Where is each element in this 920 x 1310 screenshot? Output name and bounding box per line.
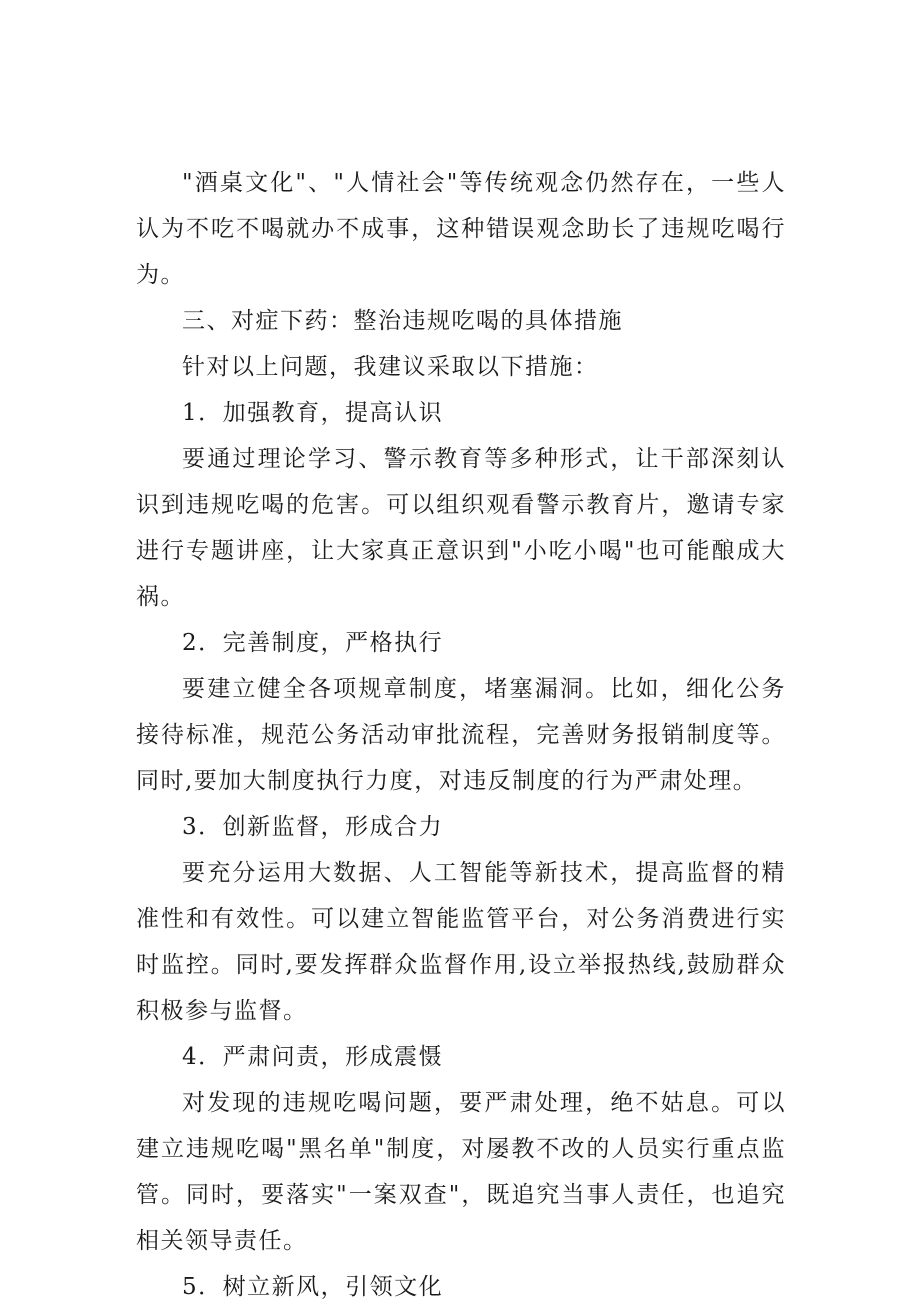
item-heading-4: 4．严肃问责，形成震慑 xyxy=(182,1044,444,1070)
paragraph-measures-intro: 针对以上问题，我建议采取以下措施： xyxy=(182,354,599,380)
paragraph-accountability: 对发现的违规吃喝问题，要严肃处理，绝不姑息。可以建立违规吃喝"黑名单"制度，对屡教不改的人员实行重点监管。同时，要落实"一案双查"，既追究当事人责任，也追究相关领导责任。 xyxy=(136,1090,786,1254)
document-body xyxy=(136,160,786,1310)
paragraph-education: 要通过理论学习、警示教育等多种形式，让干部深刻认识到违规吃喝的危害。可以组织观看警示教育片，邀请专家进行专题讲座，让大家真正意识到"小吃小喝"也可能酿成大祸。 xyxy=(136,446,786,610)
section-heading-three: 三、对症下药：整治违规吃喝的具体措施 xyxy=(182,308,623,334)
paragraph-supervision: 要充分运用大数据、人工智能等新技术，提高监督的精准性和有效性。可以建立智能监管平台，对公务消费进行实时监控。同时,要发挥群众监督作用,设立举报热线,鼓励群众积极参与监督。 xyxy=(136,860,786,1024)
item-heading-5: 5．树立新风，引领文化 xyxy=(182,1274,444,1300)
item-heading-3: 3．创新监督，形成合力 xyxy=(182,814,444,840)
paragraph-system: 要建立健全各项规章制度，堵塞漏洞。比如，细化公务接待标准，规范公务活动审批流程，完善财务报销制度等。同时,要加大制度执行力度，对违反制度的行为严肃处理。 xyxy=(136,676,786,794)
item-heading-2: 2．完善制度，严格执行 xyxy=(182,630,444,656)
paragraph-traditional-concepts: "酒桌文化"、"人情社会"等传统观念仍然存在，一些人认为不吃不喝就办不成事，这种错误观念助长了违规吃喝行为。 xyxy=(136,170,786,288)
item-heading-1: 1．加强教育，提高认识 xyxy=(182,400,444,426)
